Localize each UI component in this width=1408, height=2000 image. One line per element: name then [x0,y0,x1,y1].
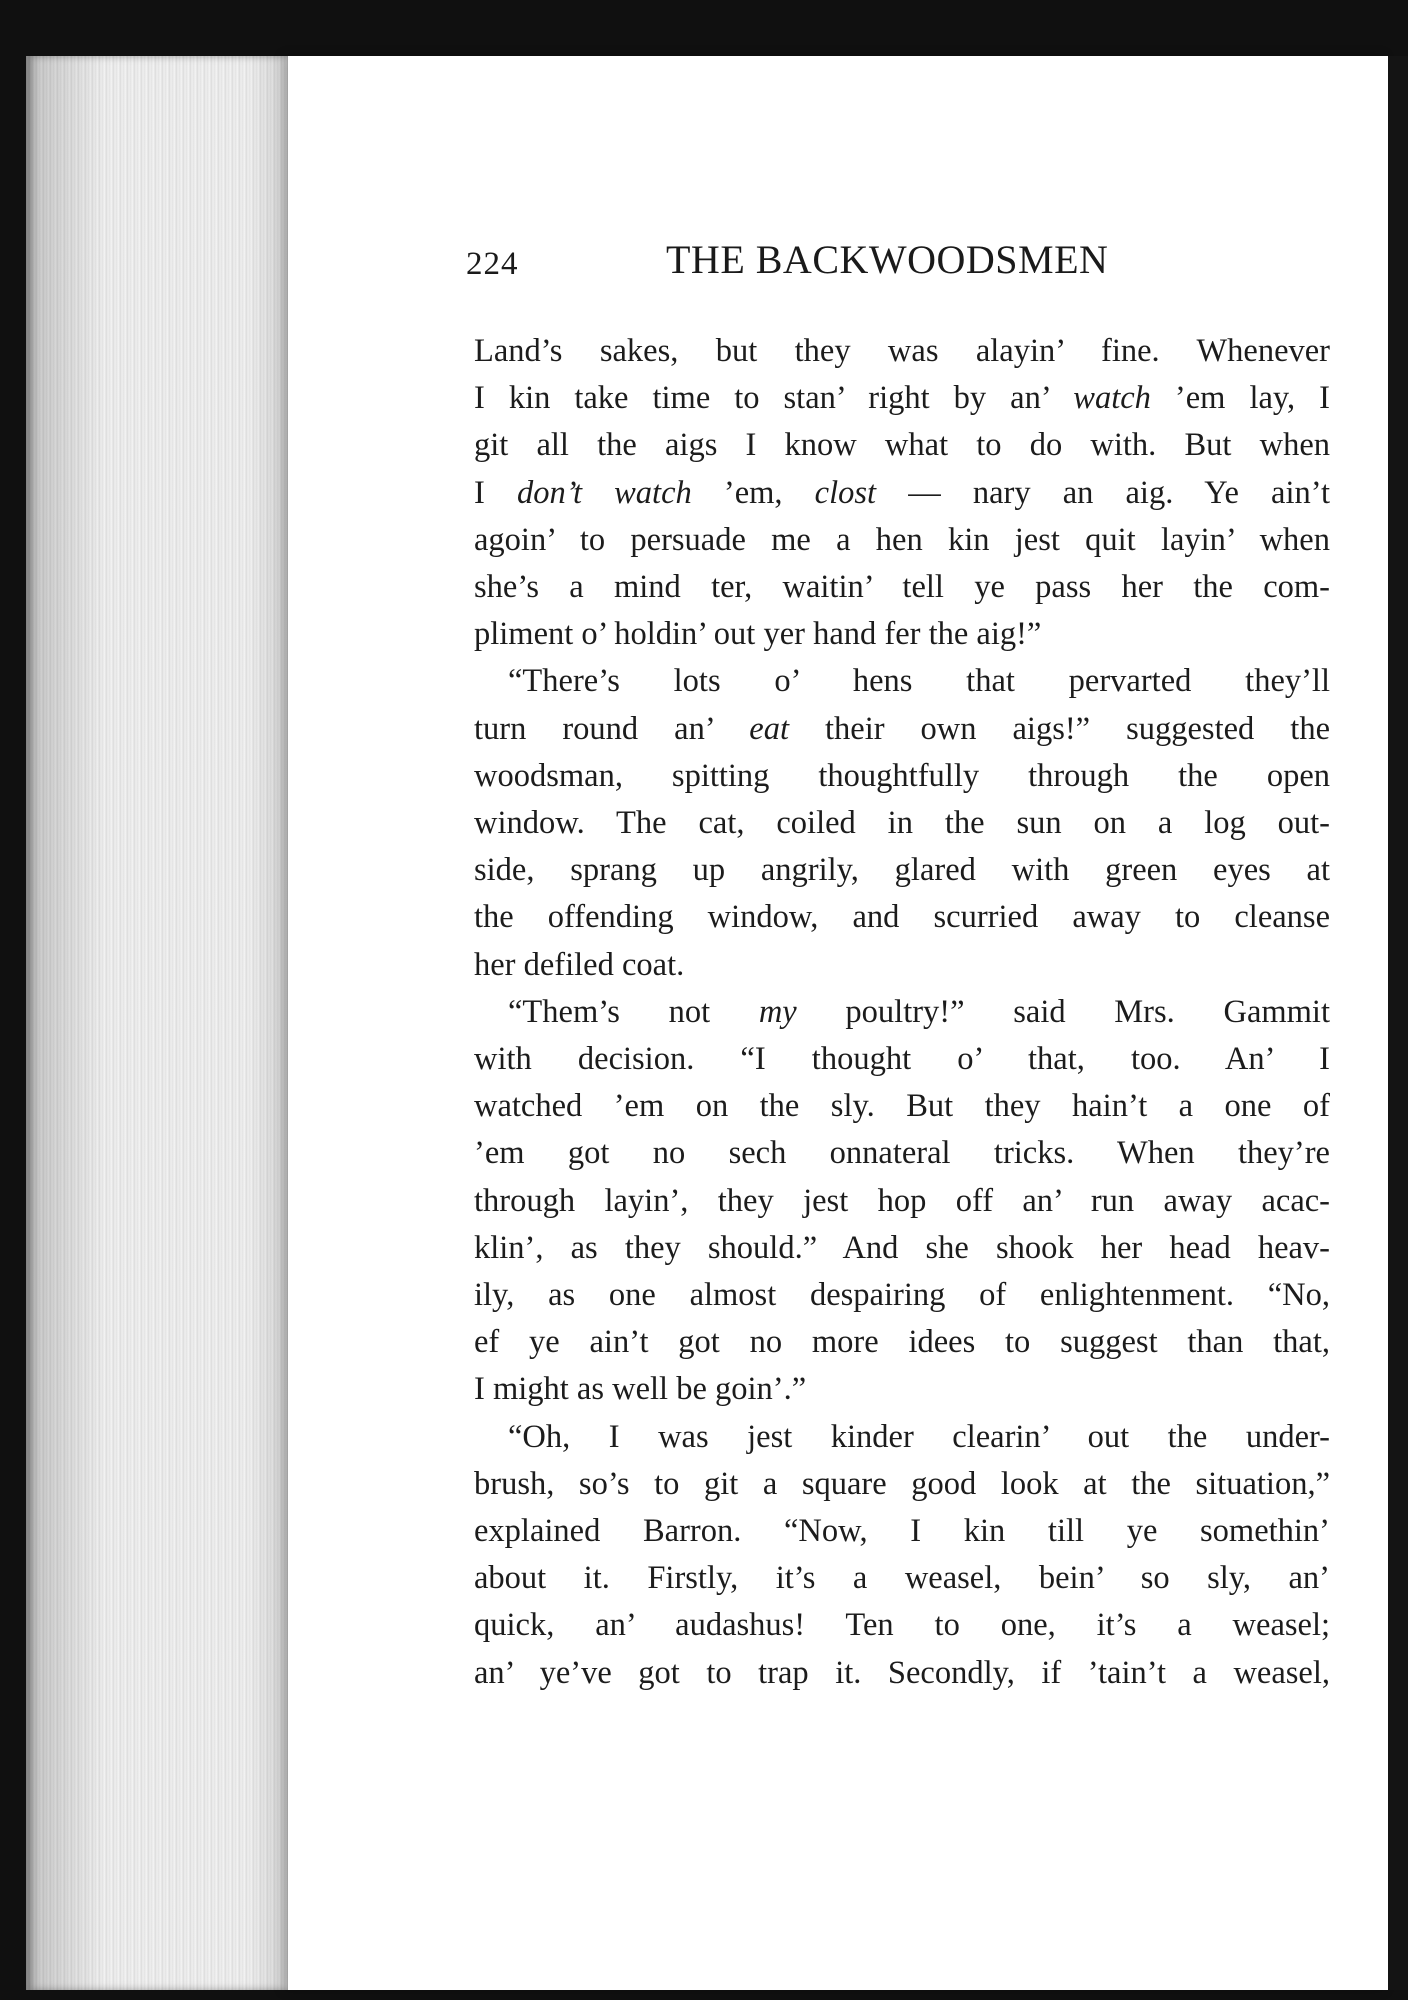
book-page-edges [26,56,288,1990]
text-line: agoin’ to persuade me a hen kin jest quit layin’ when [474,521,1330,558]
text-line: “Them’s not my poultry!” said Mrs. Gammit [508,993,1330,1030]
running-head: THE BACKWOODSMEN [666,237,1109,282]
text-line: pliment o’ holdin’ out yer hand fer the aig!” [474,616,1042,653]
text-line: klin’, as they should.” And she shook her head heav- [474,1229,1330,1266]
text-line: with decision. “I thought o’ that, too. An’ I [474,1041,1330,1078]
text-line: through layin’, they jest hop off an’ run away acac- [474,1182,1330,1219]
text-line: ef ye ain’t got no more idees to suggest than that, [474,1324,1330,1361]
page-header [466,232,1336,296]
text-line: her defiled coat. [474,946,685,983]
text-line: about it. Firstly, it’s a weasel, bein’ so sly, an’ [474,1560,1330,1597]
text-line: an’ ye’ve got to trap it. Secondly, if ’tain’t a weasel, [474,1654,1330,1691]
text-line: quick, an’ audashus! Ten to one, it’s a weasel; [474,1607,1330,1644]
page-right-edge [1388,56,1408,1990]
bleed-through-marks [176,480,200,1240]
text-line: brush, so’s to git a square good look at the situation,” [474,1465,1330,1502]
text-line: ’em got no sech onnateral tricks. When they’re [474,1135,1330,1172]
text-line: side, sprang up angrily, glared with green eyes at [474,852,1330,889]
text-line: “Oh, I was jest kinder clearin’ out the under- [508,1418,1330,1455]
body-text [474,328,1330,1697]
text-line: I don’t watch ’em, clost — nary an aig. Ye ain’t [474,474,1331,511]
page-number: 224 [466,246,519,282]
text-line: window. The cat, coiled in the sun on a log out- [474,805,1330,842]
text-line: git all the aigs I know what to do with. But when [474,427,1330,464]
text-line: “There’s lots o’ hens that pervarted they’ll [508,663,1330,700]
text-line: ily, as one almost despairing of enlightenment. “No, [474,1277,1330,1314]
text-line: watched ’em on the sly. But they hain’t a one of [474,1088,1330,1125]
text-line: she’s a mind ter, waitin’ tell ye pass her the com- [474,569,1330,606]
text-line: explained Barron. “Now, I kin till ye somethin’ [474,1513,1330,1550]
text-line: Land’s sakes, but they was alayin’ fine. Whenever [474,333,1330,369]
text-line: woodsman, spitting thoughtfully through the open [474,757,1330,794]
text-line: I kin take time to stan’ right by an’ watch ’em lay, I [474,380,1330,417]
text-line: turn round an’ eat their own aigs!” suggested the [474,710,1330,747]
text-line: I might as well be goin’.” [474,1371,807,1408]
text-line: the offending window, and scurried away to cleanse [474,899,1330,936]
